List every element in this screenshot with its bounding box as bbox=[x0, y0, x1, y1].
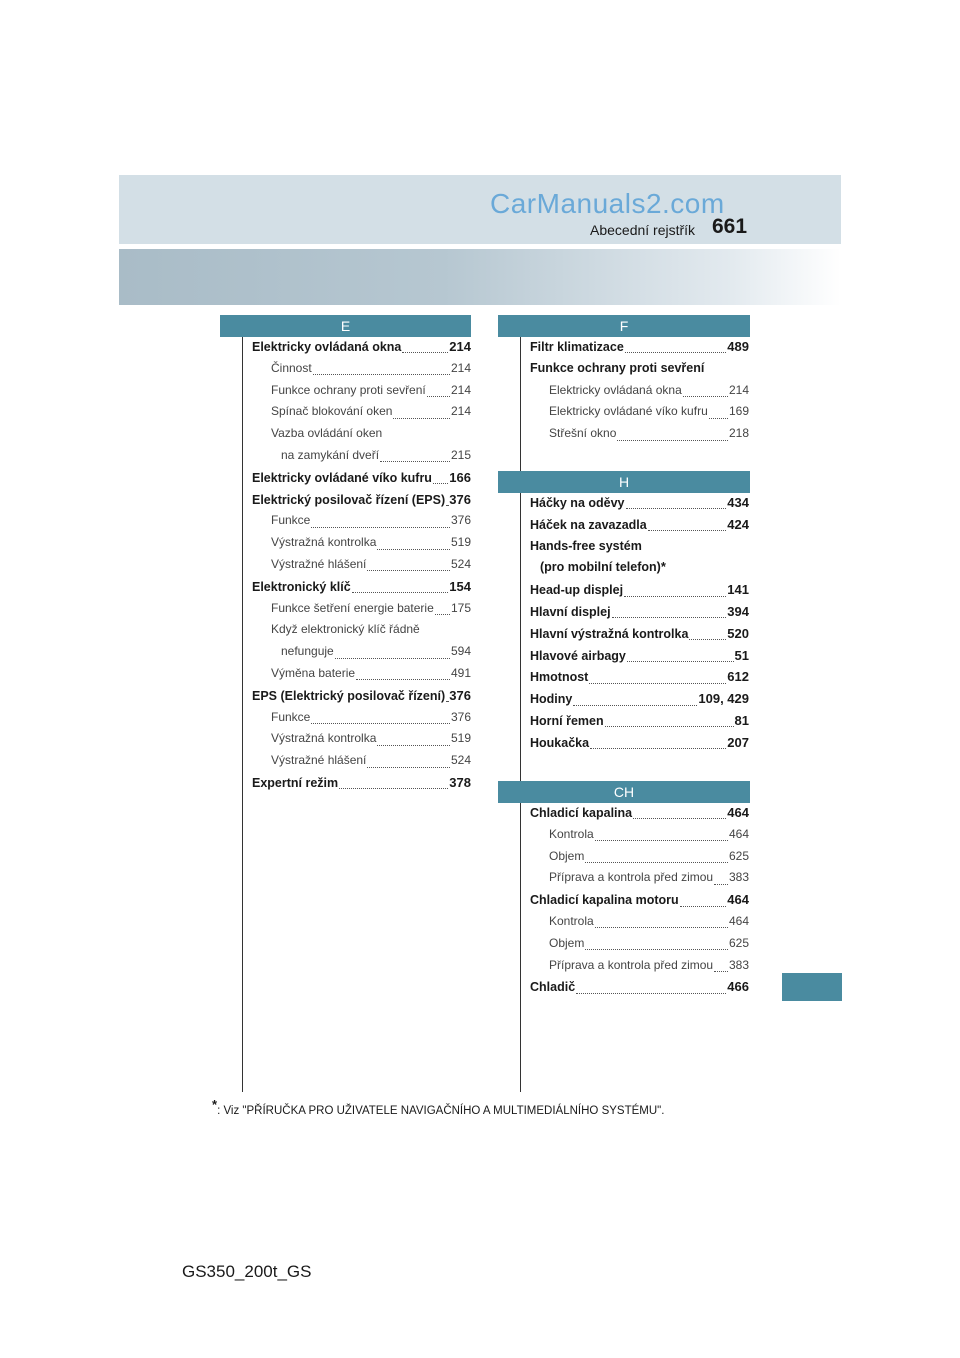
index-entry-term: Elektricky ovládaná okna bbox=[549, 382, 682, 397]
index-entry-term: Chladicí kapalina bbox=[530, 806, 633, 820]
index-entry-page: 612 bbox=[727, 669, 749, 685]
index-entry-term: Hands-free systém bbox=[530, 538, 642, 553]
dot-leader bbox=[683, 396, 728, 397]
index-entry-page: 376 bbox=[450, 709, 471, 724]
dot-leader bbox=[367, 570, 450, 571]
index-entry-page: 376 bbox=[449, 687, 471, 703]
index-entry-page: 519 bbox=[450, 535, 471, 550]
dot-leader bbox=[427, 396, 450, 397]
index-entry-page: 154 bbox=[449, 578, 471, 594]
index-entry bbox=[252, 448, 471, 470]
index-entry-page: 214 bbox=[728, 382, 749, 397]
index-entry-term: Příprava a kontrola před zimou bbox=[549, 957, 714, 972]
dot-leader bbox=[367, 767, 450, 768]
index-entry-page: 214 bbox=[450, 404, 471, 419]
dot-leader bbox=[605, 726, 734, 727]
index-entry-term: (pro mobilní telefon) bbox=[540, 560, 661, 575]
dot-leader bbox=[612, 617, 727, 618]
index-entry bbox=[252, 535, 471, 557]
index-list-ch bbox=[530, 805, 749, 1001]
index-entry bbox=[530, 404, 749, 426]
index-entry bbox=[530, 958, 749, 980]
dot-leader bbox=[625, 352, 727, 353]
section-heading-ch: CH bbox=[498, 781, 750, 803]
index-entry bbox=[252, 339, 471, 361]
index-entry bbox=[252, 775, 471, 797]
index-entry bbox=[252, 644, 471, 666]
index-entry-term: Funkce šetření energie baterie bbox=[271, 600, 434, 615]
index-entry bbox=[530, 626, 749, 648]
index-entry-term: EPS (Elektrický posilovač řízení) bbox=[252, 688, 446, 703]
index-entry bbox=[530, 539, 749, 561]
dot-leader bbox=[311, 723, 450, 724]
dot-leader bbox=[339, 788, 448, 789]
section-heading-h: H bbox=[498, 471, 750, 493]
dot-leader bbox=[633, 818, 726, 819]
index-entry bbox=[252, 622, 471, 644]
dot-leader bbox=[576, 993, 726, 994]
index-entry-term: Hmotnost bbox=[530, 670, 589, 685]
footnote bbox=[212, 1097, 664, 1117]
index-entry-page: 376 bbox=[449, 491, 471, 507]
index-entry-page: 207 bbox=[727, 734, 749, 750]
index-entry-page: 464 bbox=[728, 913, 749, 928]
index-entry-term: Příprava a kontrola před zimou bbox=[549, 870, 714, 885]
dot-leader bbox=[356, 679, 450, 680]
right-column-rule bbox=[520, 337, 521, 1092]
index-entry bbox=[530, 805, 749, 827]
index-entry bbox=[530, 979, 749, 1001]
index-entry bbox=[530, 426, 749, 448]
dot-leader bbox=[590, 748, 726, 749]
index-entry-page: 524 bbox=[450, 753, 471, 768]
index-entry-term: Houkačka bbox=[530, 735, 590, 750]
index-entry bbox=[252, 426, 471, 448]
dot-leader bbox=[589, 683, 726, 684]
index-entry-page: 489 bbox=[727, 339, 749, 354]
index-entry-page: 625 bbox=[728, 935, 749, 950]
index-entry-term: Háčky na oděvy bbox=[530, 496, 625, 510]
index-entry bbox=[252, 601, 471, 623]
index-entry bbox=[530, 669, 749, 691]
dot-leader bbox=[313, 374, 450, 375]
dot-leader bbox=[624, 596, 726, 597]
page-number: 661 bbox=[712, 215, 748, 238]
index-entry-term: Funkce bbox=[271, 709, 311, 724]
index-entry-term: Head-up displej bbox=[530, 583, 624, 598]
index-entry-page: 383 bbox=[728, 957, 749, 972]
index-entry-term: Funkce bbox=[271, 513, 311, 528]
dot-leader bbox=[377, 745, 450, 746]
dot-leader bbox=[433, 483, 448, 484]
index-entry-term: Objem bbox=[549, 848, 585, 863]
index-entry-page: 51 bbox=[734, 647, 749, 663]
index-entry-term: Funkce ochrany proti sevření bbox=[271, 382, 426, 397]
index-entry-page: 215 bbox=[450, 447, 471, 462]
index-entry-term: Objem bbox=[549, 935, 585, 950]
dot-leader bbox=[377, 549, 450, 550]
index-entry-page: 519 bbox=[450, 731, 471, 746]
section-heading-f: F bbox=[498, 315, 750, 337]
index-entry bbox=[530, 827, 749, 849]
index-entry-page: 524 bbox=[450, 556, 471, 571]
index-entry bbox=[530, 892, 749, 914]
index-entry bbox=[252, 753, 471, 775]
index-entry bbox=[530, 383, 749, 405]
index-entry-term: Hlavní displej bbox=[530, 604, 611, 619]
dot-leader bbox=[585, 862, 728, 863]
index-entry bbox=[252, 404, 471, 426]
dot-leader bbox=[714, 884, 728, 885]
index-entry-page: 466 bbox=[727, 979, 749, 995]
dot-leader bbox=[595, 927, 728, 928]
index-entry-term: Háček na zavazadla bbox=[530, 517, 647, 532]
index-entry bbox=[530, 495, 749, 517]
index-entry bbox=[530, 735, 749, 757]
index-entry-term: Kontrola bbox=[549, 913, 594, 928]
index-entry-term: Činnost bbox=[271, 360, 312, 375]
index-entry-page: 214 bbox=[450, 360, 471, 375]
index-entry-page: 520 bbox=[727, 625, 749, 641]
index-entry-term: na zamykání dveří bbox=[281, 447, 380, 462]
index-entry bbox=[252, 383, 471, 405]
index-entry-page: 214 bbox=[450, 382, 471, 397]
index-entry-page: 625 bbox=[728, 848, 749, 863]
index-list-f bbox=[530, 339, 749, 448]
index-entry-term: Hodiny bbox=[530, 692, 573, 707]
index-entry-term: Kontrola bbox=[549, 826, 594, 841]
index-entry: (pro mobilní telefon) * bbox=[540, 559, 666, 575]
index-entry-term: Hlavní výstražná kontrolka bbox=[530, 626, 689, 641]
footnote-star: * bbox=[212, 1097, 218, 1112]
index-entry-term: Expertní režim bbox=[252, 775, 339, 790]
index-entry bbox=[530, 339, 749, 361]
dot-leader bbox=[402, 352, 448, 353]
index-entry-page: 81 bbox=[734, 712, 749, 728]
index-entry-page: 394 bbox=[727, 603, 749, 619]
index-entry-term: Výstražné hlášení bbox=[271, 556, 367, 571]
index-entry-page: 594 bbox=[450, 644, 471, 659]
dot-leader bbox=[627, 661, 734, 662]
header-title: Abecední rejstřík bbox=[590, 222, 696, 238]
dot-leader bbox=[585, 949, 728, 950]
index-entry-term: Výstražná kontrolka bbox=[271, 731, 377, 746]
index-entry bbox=[252, 710, 471, 732]
index-entry bbox=[530, 870, 749, 892]
index-list-e bbox=[252, 339, 471, 797]
index-entry-term: Horní řemen bbox=[530, 713, 604, 728]
dot-leader bbox=[435, 614, 450, 615]
index-entry bbox=[530, 936, 749, 958]
index-entry-term: Elektricky ovládaná okna bbox=[252, 340, 402, 354]
index-entry-page: 141 bbox=[727, 582, 749, 598]
index-entry-term: Střešní okno bbox=[549, 426, 617, 441]
index-entry-term: Výstražné hlášení bbox=[271, 753, 367, 768]
index-entry-page: 175 bbox=[450, 600, 471, 615]
index-entry bbox=[530, 517, 749, 539]
dot-leader bbox=[380, 461, 450, 462]
index-list-h bbox=[530, 495, 749, 757]
index-entry-page: 464 bbox=[728, 826, 749, 841]
dot-leader bbox=[573, 705, 697, 706]
index-entry-page: 491 bbox=[450, 665, 471, 680]
index-entry-term: Elektronický klíč bbox=[252, 579, 351, 594]
index-entry-page: 464 bbox=[727, 805, 749, 820]
left-column-rule bbox=[242, 337, 243, 1092]
index-entry bbox=[252, 557, 471, 579]
index-entry-page: 434 bbox=[727, 495, 749, 510]
dot-leader bbox=[617, 440, 728, 441]
index-entry-term: nefunguje bbox=[281, 644, 334, 659]
dot-leader bbox=[626, 508, 727, 509]
footnote-text: : Viz "PŘÍRUČKA PRO UŽIVATELE NAVIGAČNÍHO A MULTIMEDIÁLNÍHO SYSTÉMU". bbox=[217, 1104, 665, 1117]
index-entry-term: Filtr klimatizace bbox=[530, 340, 624, 354]
index-entry-term: Výstražná kontrolka bbox=[271, 535, 377, 550]
dot-leader bbox=[311, 527, 450, 528]
index-entry bbox=[530, 648, 749, 670]
index-entry bbox=[252, 513, 471, 535]
index-entry bbox=[252, 579, 471, 601]
index-entry-page: 214 bbox=[449, 339, 471, 354]
index-entry bbox=[252, 688, 471, 710]
dot-leader bbox=[709, 418, 728, 419]
index-entry-term: Když elektronický klíč řádně bbox=[271, 622, 420, 637]
index-entry-term: Výměna baterie bbox=[271, 665, 356, 680]
dot-leader bbox=[393, 418, 450, 419]
watermark-logo: CarManuals2.com bbox=[490, 188, 725, 219]
index-entry bbox=[252, 361, 471, 383]
index-entry-page: 383 bbox=[728, 870, 749, 885]
index-entry bbox=[530, 604, 749, 626]
dot-leader bbox=[648, 530, 727, 531]
index-entry-term: Elektricky ovládané víko kufru bbox=[549, 404, 708, 419]
index-entry bbox=[252, 666, 471, 688]
index-entry-term: Spínač blokování oken bbox=[271, 404, 393, 419]
index-entry bbox=[530, 361, 749, 383]
index-entry-page: 424 bbox=[727, 516, 749, 532]
index-entry bbox=[252, 731, 471, 753]
index-entry bbox=[530, 691, 749, 713]
section-heading-e: E bbox=[220, 315, 471, 337]
dot-leader bbox=[446, 505, 448, 506]
dot-leader bbox=[352, 592, 449, 593]
index-entry-page: 169 bbox=[728, 404, 749, 419]
dot-leader bbox=[714, 971, 728, 972]
index-entry-term: Hlavové airbagy bbox=[530, 648, 626, 663]
index-entry bbox=[530, 914, 749, 936]
index-entry-page: 166 bbox=[449, 469, 471, 485]
dot-leader bbox=[689, 639, 726, 640]
header-gradient-band bbox=[119, 249, 841, 305]
index-entry-page: 376 bbox=[450, 513, 471, 528]
index-entry-page: 464 bbox=[727, 892, 749, 908]
index-entry-term: Elektricky ovládané víko kufru bbox=[252, 470, 432, 485]
dot-leader bbox=[446, 701, 448, 702]
index-entry-term: Chladič bbox=[530, 980, 576, 995]
index-entry-page: 109, 429 bbox=[698, 691, 749, 707]
index-entry-term: Elektrický posilovač řízení (EPS) bbox=[252, 492, 446, 507]
index-entry-page: 218 bbox=[728, 426, 749, 441]
dot-leader bbox=[595, 840, 728, 841]
index-entry bbox=[530, 582, 749, 604]
index-entry bbox=[530, 713, 749, 735]
index-entry bbox=[252, 492, 471, 514]
index-entry bbox=[530, 849, 749, 871]
dot-leader bbox=[335, 658, 450, 659]
chapter-side-tab bbox=[782, 973, 842, 1001]
dot-leader bbox=[680, 906, 727, 907]
index-entry bbox=[252, 470, 471, 492]
document-code: GS350_200t_GS bbox=[182, 1262, 312, 1281]
index-entry-term: Vazba ovládání oken bbox=[271, 426, 383, 441]
index-entry-page: 378 bbox=[449, 774, 471, 790]
index-entry-term: Funkce ochrany proti sevření bbox=[530, 360, 705, 375]
index-entry-term: Chladicí kapalina motoru bbox=[530, 893, 679, 908]
